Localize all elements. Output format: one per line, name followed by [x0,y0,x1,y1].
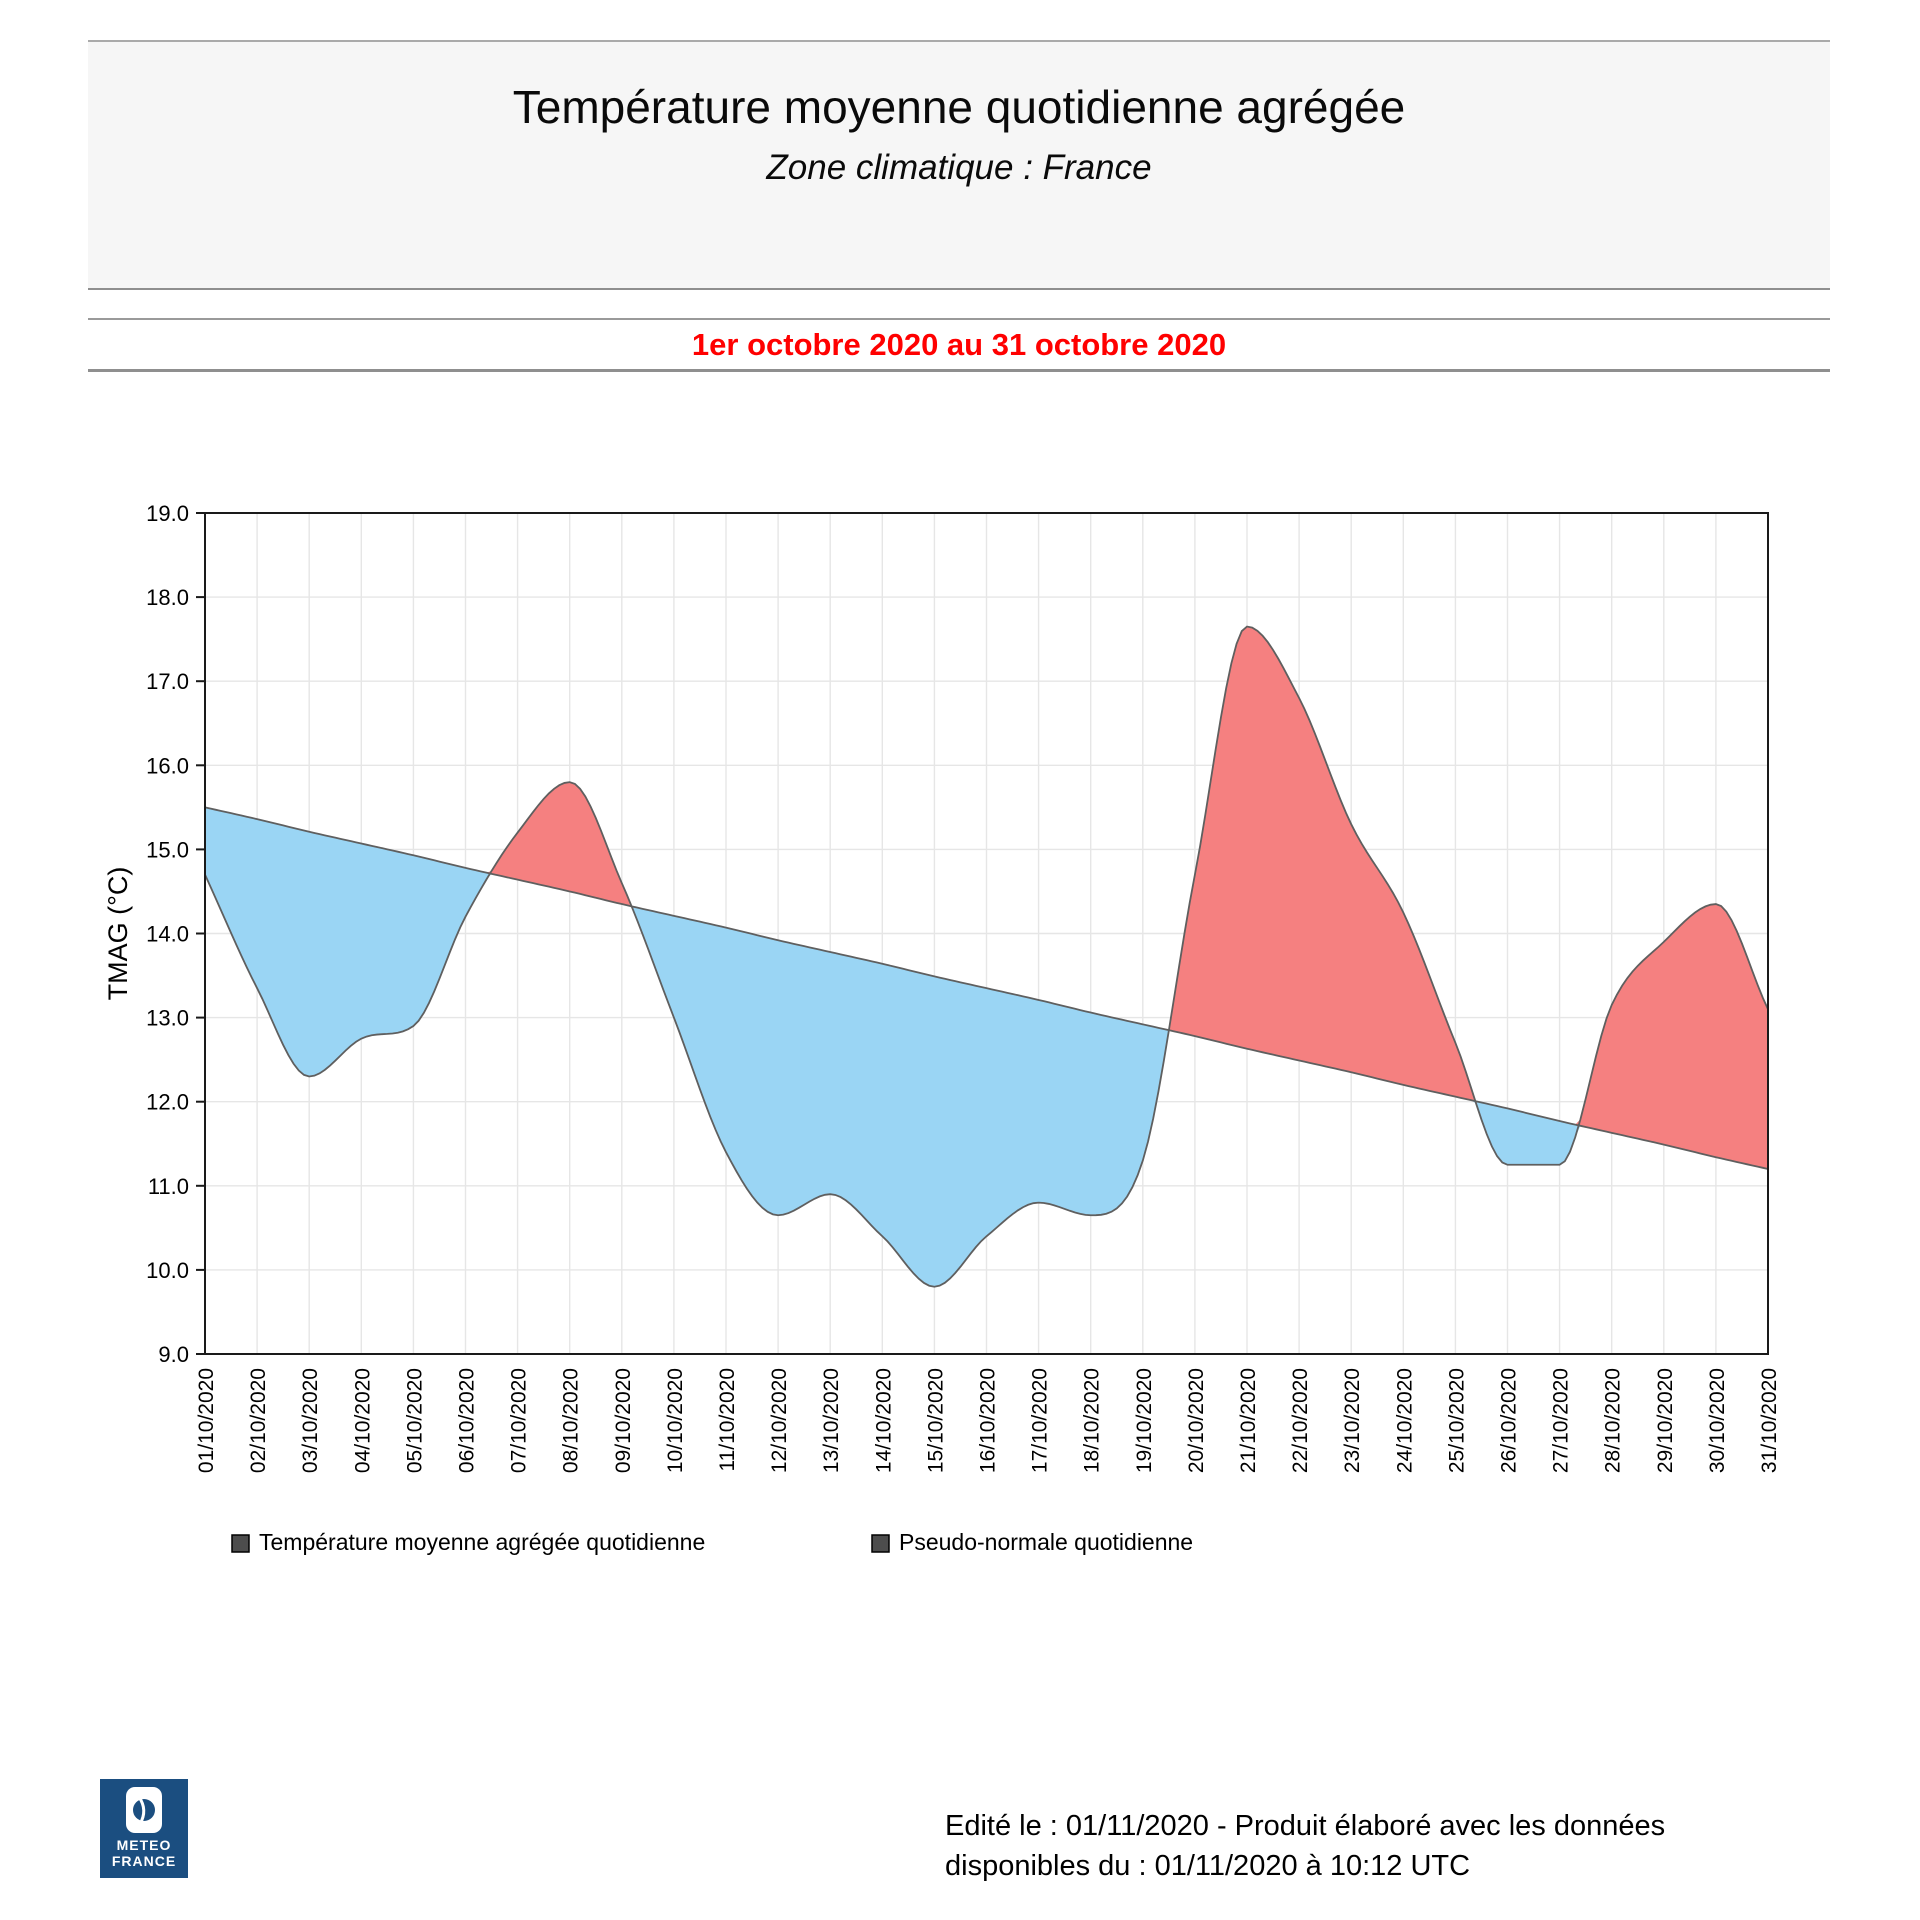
svg-text:30/10/2020: 30/10/2020 [1705,1368,1729,1474]
svg-text:18/10/2020: 18/10/2020 [1080,1368,1104,1474]
svg-text:06/10/2020: 06/10/2020 [455,1368,479,1474]
svg-text:12.0: 12.0 [146,1089,189,1115]
header-panel [88,40,1830,290]
legend-swatch-0 [232,1535,249,1552]
legend-label-1: Pseudo-normale quotidienne [899,1529,1194,1555]
svg-text:13.0: 13.0 [146,1005,189,1031]
svg-text:15.0: 15.0 [146,837,189,863]
edition-note-line1: Edité le : 01/11/2020 - Produit élaboré avec les données [945,1810,1666,1842]
svg-text:08/10/2020: 08/10/2020 [559,1368,583,1474]
svg-text:19.0: 19.0 [146,501,189,526]
svg-text:18.0: 18.0 [146,585,189,611]
edition-note-line2: disponibles du : 01/11/2020 à 10:12 UTC [945,1850,1471,1882]
temperature-chart [0,400,1920,1600]
svg-text:09/10/2020: 09/10/2020 [611,1368,635,1474]
svg-text:03/10/2020: 03/10/2020 [299,1368,323,1474]
meteo-france-logo [100,1779,188,1878]
logo-word-france: FRANCE [111,1853,177,1869]
svg-text:05/10/2020: 05/10/2020 [403,1368,427,1474]
svg-text:27/10/2020: 27/10/2020 [1549,1368,1573,1474]
legend-swatch-1 [872,1535,889,1552]
x-axis-tick-labels [195,1368,1781,1473]
svg-text:02/10/2020: 02/10/2020 [247,1368,271,1474]
svg-text:13/10/2020: 13/10/2020 [820,1368,844,1474]
page-title: Température moyenne quotidienne agrégée [512,81,1406,133]
svg-text:10/10/2020: 10/10/2020 [663,1368,687,1474]
svg-text:29/10/2020: 29/10/2020 [1653,1368,1677,1474]
logo-word-meteo: METEO [116,1837,172,1853]
svg-text:28/10/2020: 28/10/2020 [1601,1368,1625,1474]
svg-text:14.0: 14.0 [146,921,189,947]
y-axis-title: TMAG (°C) [103,866,133,1001]
svg-text:10.0: 10.0 [146,1257,189,1283]
svg-text:14/10/2020: 14/10/2020 [872,1368,896,1474]
svg-text:17.0: 17.0 [146,669,189,695]
svg-text:11.0: 11.0 [147,1173,189,1199]
svg-text:07/10/2020: 07/10/2020 [507,1368,531,1474]
svg-text:20/10/2020: 20/10/2020 [1184,1368,1208,1474]
period-banner [88,318,1830,372]
legend-label-0: Température moyenne agrégée quotidienne [259,1529,706,1555]
svg-text:22/10/2020: 22/10/2020 [1289,1368,1313,1474]
svg-text:25/10/2020: 25/10/2020 [1445,1368,1469,1474]
svg-text:31/10/2020: 31/10/2020 [1758,1368,1781,1474]
svg-text:26/10/2020: 26/10/2020 [1497,1368,1521,1474]
svg-text:04/10/2020: 04/10/2020 [351,1368,375,1474]
svg-text:01/10/2020: 01/10/2020 [195,1368,218,1474]
svg-text:24/10/2020: 24/10/2020 [1393,1368,1417,1474]
svg-text:16.0: 16.0 [146,753,189,779]
svg-text:19/10/2020: 19/10/2020 [1132,1368,1156,1474]
svg-text:23/10/2020: 23/10/2020 [1341,1368,1365,1474]
svg-text:21/10/2020: 21/10/2020 [1237,1368,1260,1474]
period-text: 1er octobre 2020 au 31 octobre 2020 [691,327,1227,362]
svg-text:12/10/2020: 12/10/2020 [768,1368,792,1474]
meteo-france-logo-icon [126,1787,162,1833]
svg-text:15/10/2020: 15/10/2020 [924,1368,948,1474]
svg-text:9.0: 9.0 [158,1342,189,1367]
svg-text:11/10/2020: 11/10/2020 [716,1368,739,1472]
y-axis-tick-labels [146,501,189,1367]
svg-text:16/10/2020: 16/10/2020 [976,1368,1000,1474]
edition-note [945,1806,1765,1886]
svg-text:17/10/2020: 17/10/2020 [1028,1368,1052,1474]
legend [232,1529,1193,1555]
page-subtitle: Zone climatique : France [766,148,1152,187]
